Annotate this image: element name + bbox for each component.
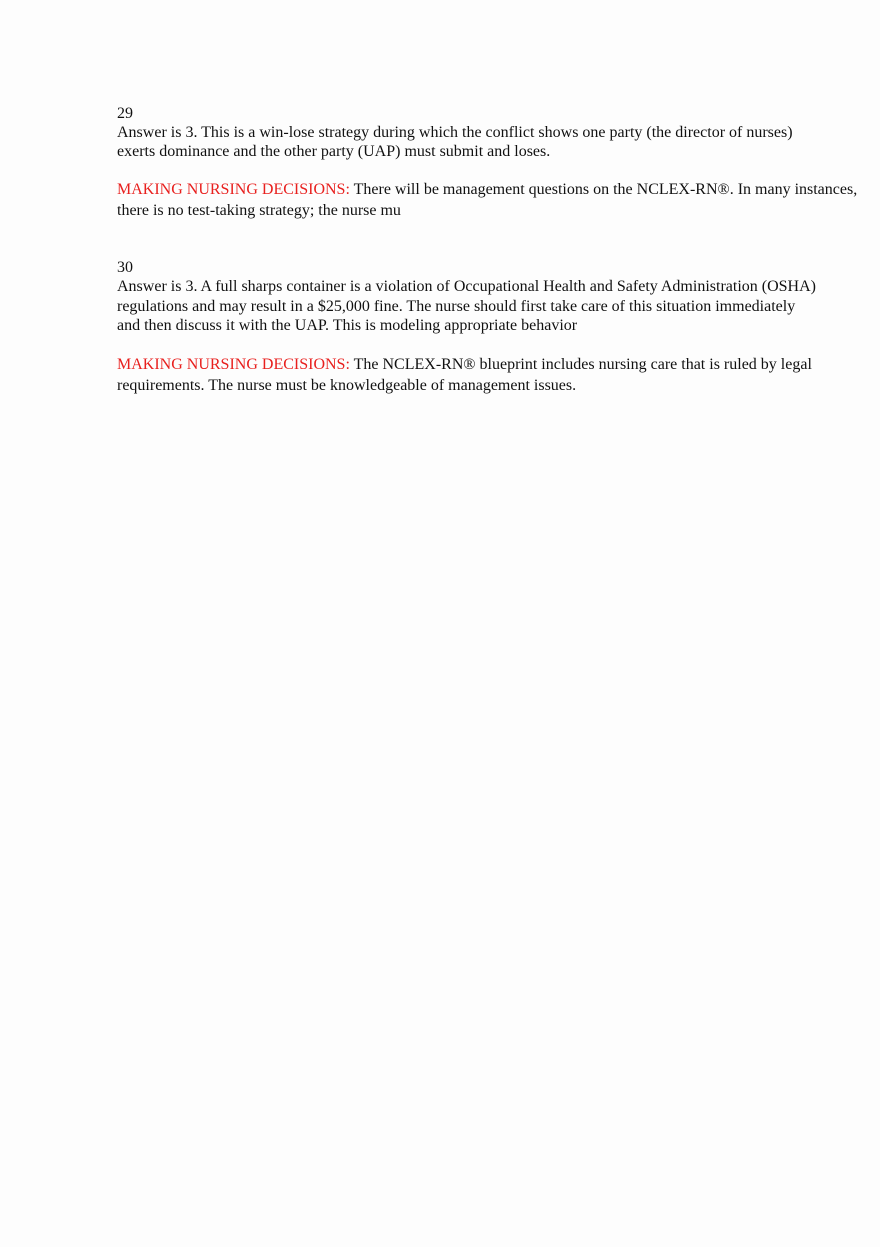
answer-text: exerts dominance and the other party (UAP) must submit and loses. <box>117 143 551 160</box>
question-number: 29 <box>117 105 133 122</box>
answer-text: and then discuss it with the UAP. This is modeling appropriate behavior <box>117 317 578 334</box>
decision-text: there is no test-taking strategy; the nurse mu <box>117 202 401 219</box>
answer-text: regulations and may result in a $25,000 fine. The nurse should first take care of this situation immediately <box>117 298 796 315</box>
decision-text: requirements. The nurse must be knowledgeable of management issues. <box>117 377 577 394</box>
decision-label: MAKING NURSING DECISIONS: <box>117 356 350 373</box>
decision-paragraph <box>117 180 857 200</box>
decision-text: The NCLEX-RN® blueprint includes nursing care that is ruled by legal <box>349 356 812 373</box>
answer-text: Answer is 3. This is a win-lose strategy during which the conflict shows one party (the director of nurses) <box>117 124 793 141</box>
question-number: 30 <box>117 259 133 276</box>
decision-label: MAKING NURSING DECISIONS: <box>117 181 350 198</box>
decision-paragraph <box>117 355 812 375</box>
answer-text: Answer is 3. A full sharps container is a violation of Occupational Health and Safety Administration (OSHA) <box>117 278 816 295</box>
decision-text: There will be management questions on the NCLEX-RN®. In many instances, <box>349 181 858 198</box>
